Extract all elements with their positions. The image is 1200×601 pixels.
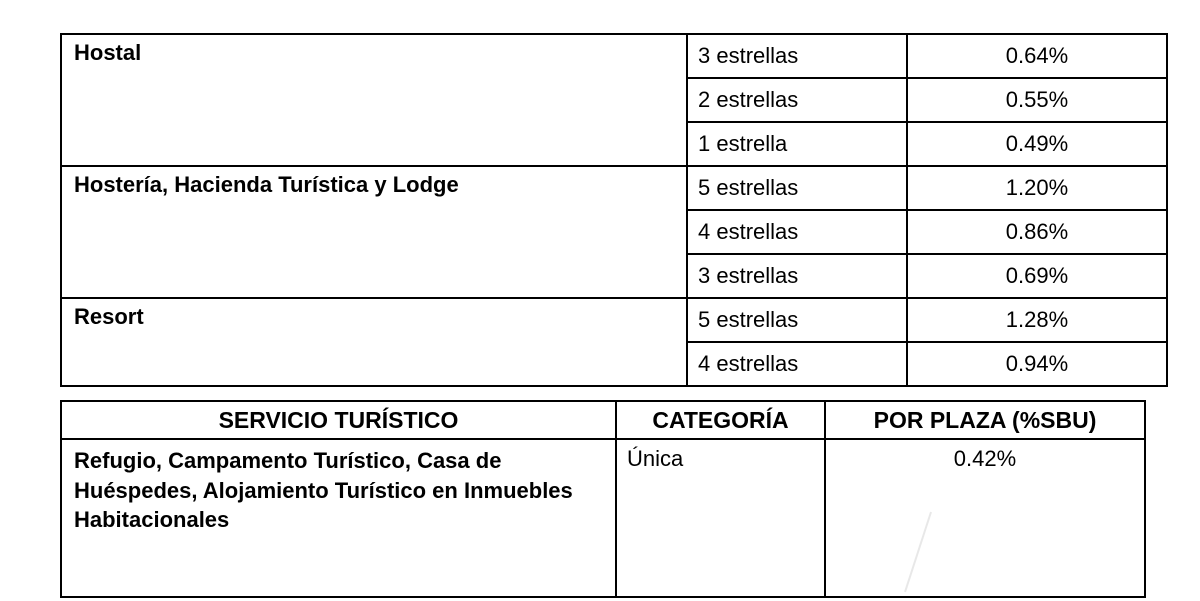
table-row bbox=[61, 166, 1167, 210]
table-header-row bbox=[61, 401, 1145, 439]
category-cell: 1 estrella bbox=[687, 122, 907, 166]
rate-cell: 0.55% bbox=[907, 78, 1167, 122]
table-row bbox=[61, 34, 1167, 78]
service-name-cell: Hostería, Hacienda Turística y Lodge bbox=[61, 166, 687, 298]
rate-cell: 0.64% bbox=[907, 34, 1167, 78]
table-row bbox=[61, 298, 1167, 342]
category-cell: 3 estrellas bbox=[687, 34, 907, 78]
tourist-service-body bbox=[61, 401, 1145, 597]
category-cell: 3 estrellas bbox=[687, 254, 907, 298]
category-cell: 2 estrellas bbox=[687, 78, 907, 122]
category-cell: 4 estrellas bbox=[687, 210, 907, 254]
category-cell: 4 estrellas bbox=[687, 342, 907, 386]
rate-cell: 0.94% bbox=[907, 342, 1167, 386]
lodging-rates-body bbox=[61, 34, 1167, 386]
header-rate: POR PLAZA (%SBU) bbox=[825, 401, 1145, 439]
category-cell: 5 estrellas bbox=[687, 166, 907, 210]
rate-cell: 1.28% bbox=[907, 298, 1167, 342]
rate-cell: 0.49% bbox=[907, 122, 1167, 166]
category-cell: Única bbox=[616, 439, 825, 597]
rate-cell: 0.69% bbox=[907, 254, 1167, 298]
category-cell: 5 estrellas bbox=[687, 298, 907, 342]
tourist-service-table bbox=[60, 400, 1146, 598]
rate-cell: 1.20% bbox=[907, 166, 1167, 210]
table-row bbox=[61, 439, 1145, 597]
rate-cell: 0.86% bbox=[907, 210, 1167, 254]
service-name-cell: Resort bbox=[61, 298, 687, 386]
service-name-cell: Hostal bbox=[61, 34, 687, 166]
service-name-cell: Refugio, Campamento Turístico, Casa de Huéspedes, Alojamiento Turístico en Inmuebles Habitacionales bbox=[61, 439, 616, 597]
rate-cell: 0.42% bbox=[825, 439, 1145, 597]
header-category: CATEGORÍA bbox=[616, 401, 825, 439]
lodging-rates-table bbox=[60, 33, 1168, 387]
header-service: SERVICIO TURÍSTICO bbox=[61, 401, 616, 439]
